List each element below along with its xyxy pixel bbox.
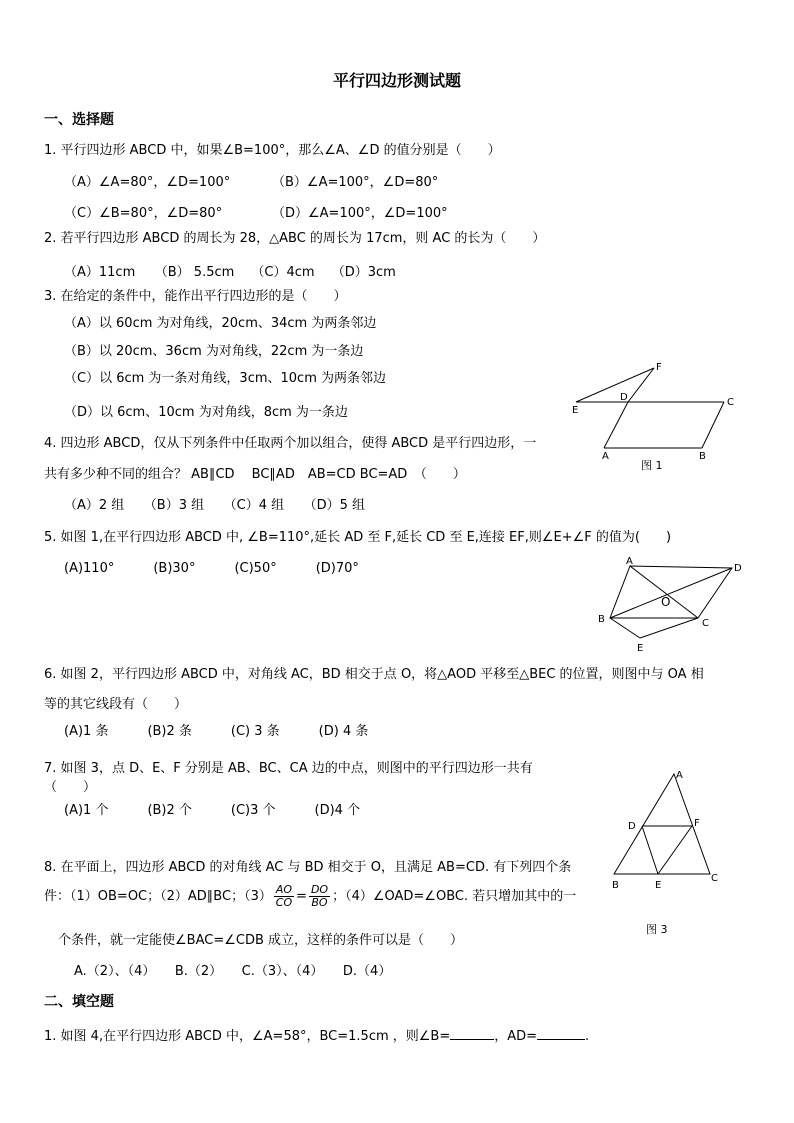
- question-8-conditions-end: ；（4）∠OAD=∠OBC. 若只增加其中的一: [332, 889, 577, 904]
- fig1-line-ef: [576, 368, 654, 402]
- fig3-caption: 图 3: [646, 923, 668, 936]
- fig2-diagonal-bd: [610, 568, 732, 618]
- fig1-label-d: D: [620, 392, 628, 403]
- fig1-label-e: E: [572, 405, 579, 416]
- question-1-option-d: （D）∠A=100°，∠D=100°: [272, 206, 448, 221]
- question-1-option-c: （C）∠B=80°，∠D=80°: [64, 206, 223, 221]
- fig3-label-b: B: [612, 880, 619, 891]
- fill-question-1-stem: 1. 如图 4,在平行四边形 ABCD 中，∠A=58°，BC=1.5cm ，则∠B=: [44, 1029, 451, 1044]
- question-4-stem-line1: 4. 四边形 ABCD，仅从下列条件中任取两个加以组合，使得 ABCD 是平行四边形，一: [44, 436, 537, 451]
- section-heading-fill: 二、填空题: [44, 994, 114, 1010]
- answer-blank-ad[interactable]: [537, 1027, 585, 1040]
- fig3-label-e: E: [655, 880, 662, 891]
- fraction-bo-denominator: BO: [311, 896, 328, 909]
- fig2-line-ec: [640, 618, 698, 638]
- fraction-do-numerator: DO: [310, 883, 329, 896]
- fraction-do-bo: [309, 884, 330, 909]
- fig1-label-f: F: [656, 362, 662, 373]
- question-5-options: (A)110° (B)30° (C)50° (D)70°: [64, 561, 359, 576]
- fig3-label-a: A: [676, 770, 683, 781]
- question-8-stem-line3: 个条件，就一定能使∠BAC=∠CDB 成立，这样的条件可以是（ ）: [58, 933, 463, 948]
- question-3-stem: 3. 在给定的条件中，能作出平行四边形的是（ ）: [44, 289, 347, 304]
- fill-question-1: [44, 1025, 589, 1044]
- question-1-stem: 1. 平行四边形 ABCD 中，如果∠B=100°，那么∠A、∠D 的值分别是（ ）: [44, 143, 501, 158]
- figure-3: [606, 766, 736, 938]
- question-3-option-d: （D）以 6cm、10cm 为对角线，8cm 为一条边: [64, 405, 348, 420]
- question-8-stem-line2: [44, 884, 576, 909]
- fig3-line-de: [642, 826, 658, 874]
- fig1-caption: 图 1: [641, 459, 663, 472]
- fig1-line-bc: [702, 402, 724, 448]
- figure-1: [562, 358, 742, 476]
- answer-blank-angle-b[interactable]: [450, 1027, 494, 1040]
- fig2-label-o: O: [661, 595, 671, 609]
- fig3-label-c: C: [711, 873, 718, 884]
- section-heading-choice: 一、选择题: [44, 112, 114, 128]
- fig1-label-a: A: [602, 451, 609, 462]
- fig2-label-d: D: [734, 563, 742, 574]
- fill-question-1-mid: ，AD=: [494, 1029, 538, 1044]
- fig2-label-e: E: [637, 643, 644, 654]
- fig3-line-ef: [658, 826, 692, 874]
- question-7-options: (A)1 个 (B)2 个 (C)3 个 (D)4 个: [64, 803, 361, 818]
- question-8-stem-line1: 8. 在平面上，四边形 ABCD 的对角线 AC 与 BD 相交于 O，且满足 AB=CD. 有下列四个条: [44, 860, 572, 875]
- page-title: 平行四边形测试题: [332, 71, 461, 90]
- fig2-label-a: A: [626, 556, 633, 567]
- figure-2: [594, 556, 744, 656]
- question-4-options: （A）2 组 （B）3 组 （C）4 组 （D）5 组: [64, 498, 366, 513]
- question-8-options: A.（2）、（4） B.（2） C.（3）、（4） D.（4）: [74, 964, 392, 979]
- fig2-label-b: B: [598, 614, 605, 625]
- question-1-option-a: （A）∠A=80°，∠D=100°: [64, 175, 231, 190]
- fig2-diagonal-ac: [630, 566, 698, 618]
- question-3-option-a: （A）以 60cm 为对角线，20cm、34cm 为两条邻边: [64, 316, 377, 331]
- fraction-ao-numerator: AO: [275, 883, 293, 896]
- question-6-options: (A)1 条 (B)2 条 (C) 3 条 (D) 4 条: [64, 724, 369, 739]
- question-1-option-b: （B）∠A=100°，∠D=80°: [272, 175, 439, 190]
- fig1-label-c: C: [727, 397, 734, 408]
- question-6-stem-line1: 6. 如图 2，平行四边形 ABCD 中，对角线 AC，BD 相交于点 O，将△AOD 平移至△BEC 的位置，则图中与 OA 相: [44, 667, 704, 682]
- question-8-conditions-start: 件：（1）OB=OC；（2）AD∥BC；（3）: [44, 889, 272, 904]
- fig2-line-be: [610, 618, 640, 638]
- fig1-line-df: [628, 368, 654, 402]
- fig3-label-d: D: [628, 821, 636, 832]
- fig1-line-af: [604, 402, 628, 448]
- fig2-label-c: C: [702, 618, 709, 629]
- question-3-option-c: （C）以 6cm 为一条对角线，3cm、10cm 为两条邻边: [64, 371, 386, 386]
- question-7-stem-line1: 7. 如图 3，点 D、E、F 分别是 AB、BC、CA 边的中点，则图中的平行四边形一共有: [44, 761, 533, 776]
- question-5-stem: 5. 如图 1,在平行四边形 ABCD 中, ∠B=110°,延长 AD 至 F,延长 CD 至 E,连接 EF,则∠E+∠F 的值为( ): [44, 530, 672, 545]
- question-2-options: （A）11cm （B） 5.5cm （C）4cm （D）3cm: [64, 265, 396, 280]
- fraction-co-denominator: CO: [275, 896, 293, 909]
- question-7-stem-line2: （ ）: [44, 780, 97, 795]
- fig3-label-f: F: [694, 818, 700, 829]
- fill-question-1-end: .: [585, 1029, 590, 1044]
- question-2-stem: 2. 若平行四边形 ABCD 的周长为 28，△ABC 的周长为 17cm，则 AC 的长为（ ）: [44, 231, 546, 246]
- fig1-label-b: B: [699, 451, 706, 462]
- question-4-stem-line2: 共有多少种不同的组合？ AB∥CD BC∥AD AB=CD BC=AD （ ）: [44, 467, 466, 482]
- fraction-ao-co: [274, 884, 294, 909]
- question-6-stem-line2: 等的其它线段有（ ）: [44, 697, 188, 712]
- equals-sign: =: [296, 889, 307, 904]
- question-3-option-b: （B）以 20cm、36cm 为对角线，22cm 为一条边: [64, 344, 364, 359]
